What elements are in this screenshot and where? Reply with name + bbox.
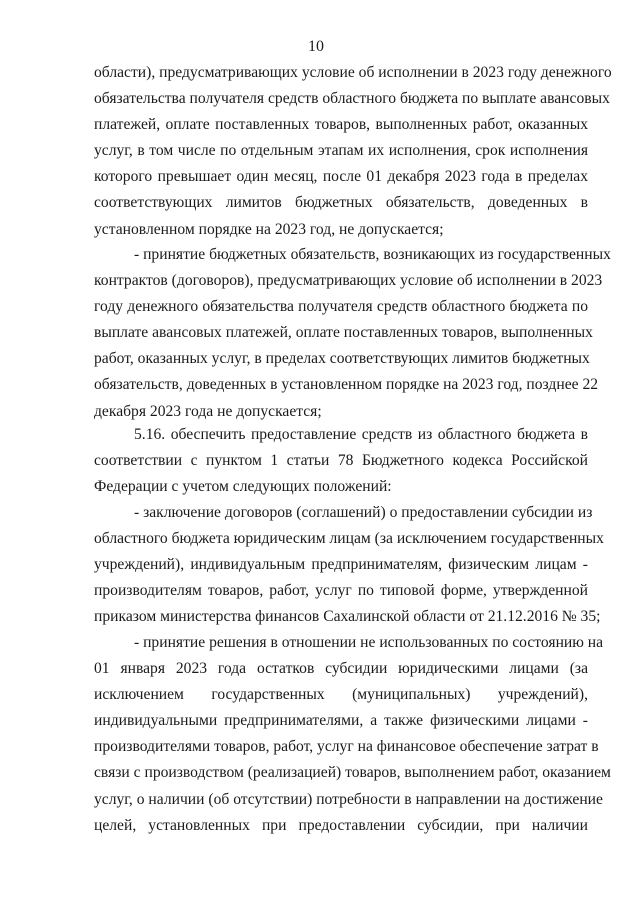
text-line: производителями товаров, работ, услуг на финансовое обеспечение затрат в bbox=[94, 738, 599, 756]
text-line: соответствии с пунктом 1 статьи 78 Бюджетного кодекса Российской bbox=[94, 452, 588, 470]
text-line: 5.16. обеспечить предоставление средств из областного бюджета в bbox=[134, 426, 588, 443]
text-line: исключением государственных (муниципальных) учреждений), bbox=[94, 686, 588, 704]
text-line: установленном порядке на 2023 год, не допускается; bbox=[94, 220, 444, 238]
text-line: работ, оказанных услуг, в пределах соответствующих лимитов бюджетных bbox=[94, 350, 590, 368]
text-line: - принятие бюджетных обязательств, возникающих из государственных bbox=[134, 246, 611, 263]
text-line: услуг, о наличии (об отсутствии) потребности в направлении на достижение bbox=[94, 790, 603, 808]
paragraph-subsidy-agreements bbox=[94, 500, 604, 630]
text-line: производителям товаров, работ, услуг по типовой форме, утвержденной bbox=[94, 582, 588, 600]
text-line: индивидуальными предпринимателями, а также физическими лицами - bbox=[94, 712, 588, 730]
text-line: Федерации с учетом следующих положений: bbox=[94, 478, 392, 496]
text-line: обязательства получателя средств областного бюджета по выплате авансовых bbox=[94, 90, 610, 108]
text-line: контрактов (договоров), предусматривающих условие об исполнении в 2023 bbox=[94, 272, 603, 290]
text-line: 01 января 2023 года остатков субсидии юридическими лицами (за bbox=[94, 660, 588, 678]
text-line: соответствующих лимитов бюджетных обязательств, доведенных в bbox=[94, 194, 588, 212]
text-line: - принятие решения в отношении не использованных по состоянию на bbox=[134, 634, 604, 651]
text-line: году денежного обязательства получателя средств областного бюджета по bbox=[94, 298, 588, 316]
text-line: целей, установленных при предоставлении субсидии, при наличии bbox=[94, 816, 588, 834]
paragraph-budget-obligations bbox=[94, 242, 611, 425]
text-line: - заключение договоров (соглашений) о предоставлении субсидии из bbox=[134, 504, 593, 521]
text-line: декабря 2023 года не допускается; bbox=[94, 402, 322, 420]
paragraph-section-5-16 bbox=[94, 422, 588, 500]
paragraph-subsidy-remainders bbox=[94, 630, 611, 839]
text-line: платежей, оплате поставленных товаров, выполненных работ, оказанных bbox=[94, 116, 588, 134]
text-line: выплате авансовых платежей, оплате поставленных товаров, выполненных bbox=[94, 324, 593, 342]
text-line: приказом министерства финансов Сахалинской области от 21.12.2016 № 35; bbox=[94, 608, 601, 626]
text-line: которого превышает один месяц, после 01 декабря 2023 года в пределах bbox=[94, 168, 588, 186]
text-line: обязательств, доведенных в установленном порядке на 2023 год, позднее 22 bbox=[94, 376, 599, 394]
text-line: услуг, в том числе по отдельным этапам их исполнения, срок исполнения bbox=[94, 142, 588, 160]
paragraph-continuation bbox=[94, 60, 612, 243]
text-line: связи с производством (реализацией) товаров, выполнением работ, оказанием bbox=[94, 764, 611, 782]
text-line: области), предусматривающих условие об исполнении в 2023 году денежного bbox=[94, 64, 612, 81]
text-line: учреждений), индивидуальным предпринимателям, физическим лицам - bbox=[94, 556, 588, 574]
text-line: областного бюджета юридическим лицам (за исключением государственных bbox=[94, 530, 604, 548]
page-number: 10 bbox=[308, 38, 324, 55]
